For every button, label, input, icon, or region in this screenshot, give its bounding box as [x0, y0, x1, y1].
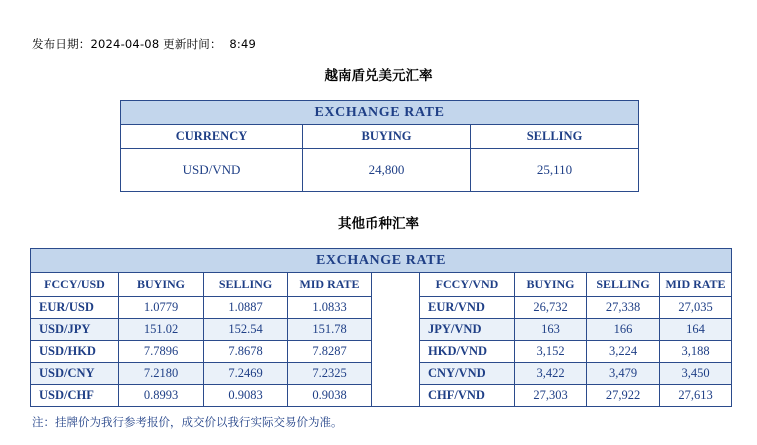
cell-left-mid: 7.2325	[288, 363, 372, 385]
cell-selling: 25,110	[471, 149, 639, 192]
publish-date-line: 发布日期：2024-04-08 更新时间： 8:49	[32, 37, 257, 51]
cell-left-mid: 7.8287	[288, 341, 372, 363]
cell-left-pair: EUR/USD	[31, 297, 119, 319]
cell-left-pair: USD/CHF	[31, 385, 119, 407]
cell-right-pair: EUR/VND	[420, 297, 515, 319]
cell-left-pair: USD/CNY	[31, 363, 119, 385]
table-header-row	[121, 125, 639, 149]
cell-left-mid: 0.9038	[288, 385, 372, 407]
cell-right-selling: 3,479	[587, 363, 660, 385]
table-row	[31, 319, 732, 341]
cell-right-mid: 27,035	[660, 297, 732, 319]
table-banner-row	[121, 101, 639, 125]
cell-left-buying: 7.7896	[119, 341, 204, 363]
usd-vnd-banner: EXCHANGE RATE	[121, 101, 639, 125]
cell-left-selling: 7.2469	[204, 363, 288, 385]
column-header-currency: CURRENCY	[121, 125, 303, 149]
cell-right-buying: 26,732	[515, 297, 587, 319]
column-gap	[372, 385, 420, 407]
table-banner-row	[31, 249, 732, 273]
cell-right-selling: 27,338	[587, 297, 660, 319]
cell-currency: USD/VND	[121, 149, 303, 192]
cell-right-mid: 3,450	[660, 363, 732, 385]
cell-left-buying: 1.0779	[119, 297, 204, 319]
cell-right-mid: 164	[660, 319, 732, 341]
column-header-selling: SELLING	[471, 125, 639, 149]
cell-left-buying: 0.8993	[119, 385, 204, 407]
column-gap	[372, 319, 420, 341]
table-row	[31, 385, 732, 407]
other-currencies-rate-table	[30, 248, 732, 407]
cell-right-buying: 3,152	[515, 341, 587, 363]
cell-right-selling: 27,922	[587, 385, 660, 407]
cell-right-mid: 3,188	[660, 341, 732, 363]
column-header-right-buying: BUYING	[515, 273, 587, 297]
section-title-usd-vnd: 越南盾兑美元汇率	[324, 68, 433, 84]
cell-left-selling: 0.9083	[204, 385, 288, 407]
column-gap	[372, 341, 420, 363]
cell-right-mid: 27,613	[660, 385, 732, 407]
cell-right-selling: 3,224	[587, 341, 660, 363]
column-header-fccy-usd: FCCY/USD	[31, 273, 119, 297]
other-banner: EXCHANGE RATE	[31, 249, 732, 273]
usd-vnd-rate-table	[120, 100, 639, 192]
column-header-right-selling: SELLING	[587, 273, 660, 297]
cell-right-pair: JPY/VND	[420, 319, 515, 341]
cell-right-pair: HKD/VND	[420, 341, 515, 363]
cell-buying: 24,800	[303, 149, 471, 192]
table-row	[31, 363, 732, 385]
cell-right-buying: 3,422	[515, 363, 587, 385]
table-header-row	[31, 273, 732, 297]
column-gap	[372, 297, 420, 319]
cell-left-buying: 7.2180	[119, 363, 204, 385]
table-row	[31, 297, 732, 319]
table-row	[121, 149, 639, 192]
column-header-left-buying: BUYING	[119, 273, 204, 297]
column-header-buying: BUYING	[303, 125, 471, 149]
column-header-left-mid-rate: MID RATE	[288, 273, 372, 297]
column-header-fccy-vnd: FCCY/VND	[420, 273, 515, 297]
column-header-right-mid-rate: MID RATE	[660, 273, 732, 297]
cell-right-buying: 163	[515, 319, 587, 341]
cell-left-pair: USD/JPY	[31, 319, 119, 341]
cell-right-pair: CNY/VND	[420, 363, 515, 385]
cell-left-mid: 1.0833	[288, 297, 372, 319]
table-row	[31, 341, 732, 363]
column-header-left-selling: SELLING	[204, 273, 288, 297]
cell-left-pair: USD/HKD	[31, 341, 119, 363]
column-gap	[372, 273, 420, 297]
footnote: 注：挂牌价为我行参考报价，成交价以我行实际交易价为准。	[32, 415, 343, 429]
cell-right-buying: 27,303	[515, 385, 587, 407]
cell-right-selling: 166	[587, 319, 660, 341]
column-gap	[372, 363, 420, 385]
cell-left-selling: 152.54	[204, 319, 288, 341]
cell-left-mid: 151.78	[288, 319, 372, 341]
cell-left-buying: 151.02	[119, 319, 204, 341]
cell-right-pair: CHF/VND	[420, 385, 515, 407]
cell-left-selling: 1.0887	[204, 297, 288, 319]
section-title-other-currencies: 其他币种汇率	[338, 216, 419, 232]
cell-left-selling: 7.8678	[204, 341, 288, 363]
